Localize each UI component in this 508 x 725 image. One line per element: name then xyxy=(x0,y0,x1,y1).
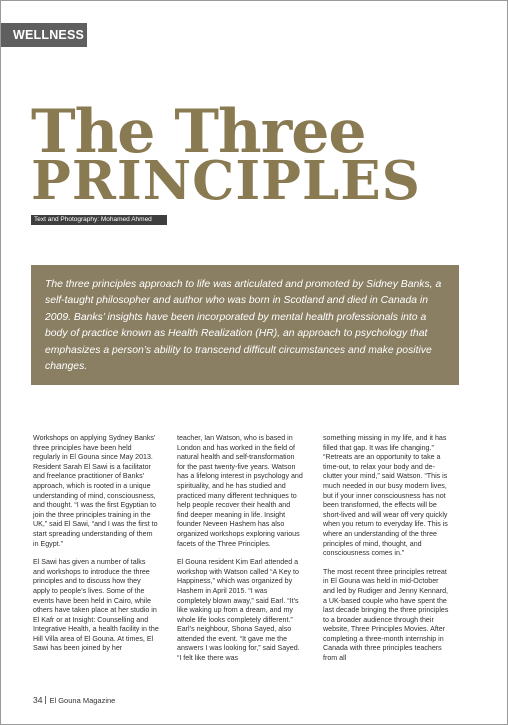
body-paragraph: Workshops on applying Sydney Banks’ three principles have been held regularly in El Gouna since May 2013. Resident Sarah El Sawi is a facilitator and freelance practitioner of Banks’ approach, which is rooted in a unique understanding of mind, consciousness, and thought. “I was the first Egyptian to join the three principles training in the UK,” said El Sawi, “and I was the first to start spreading understanding of them in Egypt.” xyxy=(33,434,158,548)
body-column-1 xyxy=(33,434,159,663)
body-paragraph: El Sawi has given a number of talks and workshops to introduce the three principles and to discuss how they apply to people’s lives. Some of the events have been held in Cairo, while others have taken place at her studio in El Kafr or at Insight: Counselling and Integrative Health, a health facility in the Hill Villa area of El Gouna. At times, El Sawi has been joined by her xyxy=(33,558,159,653)
body-paragraph: El Gouna resident Kim Earl attended a workshop with Watson called “A Key to Happiness,” which was organized by Hashem in April 2015. “I was completely blown away,” said Earl. “It’s like waking up from a dream, and my whole life looks completely different.” Earl’s neighbour, Shona Sayed, also attended the event. “It gave me the answers I was looking for,” said Sayed. “I felt like there was xyxy=(177,558,300,663)
author-credit: Text and Photography: Mohamed Ahmed xyxy=(31,215,167,225)
page-footer xyxy=(33,695,115,705)
body-column-2 xyxy=(177,434,303,673)
footer-divider xyxy=(45,696,46,704)
section-label: WELLNESS xyxy=(1,23,87,47)
body-paragraph: The most recent three principles retreat in El Gouna was held in mid-October and led by Rudiger and Jenny Kennard, a UK-based couple who have spent the last decade bringing the three principles to a broader audience through their website, Three Principles Movies. After completing a three-month internship in Canada with three principles teachers from all xyxy=(323,567,449,663)
intro-paragraph: The three principles approach to life was articulated and promoted by Sidney Banks, a self-taught philosopher and author who was born in Scotland and died in Canada in 2009. Banks’ insights have been incorporated by mental health professionals into a body of practice known as Health Realization (HR), an approach to psychology that emphasizes a person’s ability to transcend difficult circumstances and make positive changes. xyxy=(31,265,459,385)
body-paragraph: something missing in my life, and it has filled that gap. It was life changing.” “Retreats are an opportunity to take a time-out, to relax your body and de-clutter your mind,” said Watson. “This is much needed in our busy modern lives, but if your inner consciousness has not been transformed, the effects will be short-lived and will wear off very quickly when you return to everyday life. This is where an understanding of the three principles of mind, thought, and consciousness comes in.” xyxy=(323,434,448,558)
article-title-line-1: The Three xyxy=(31,97,366,167)
body-paragraph: teacher, Ian Watson, who is based in London and has worked in the field of natural health and self-transformation for the past twenty-five years. Watson has a lifelong interest in psychology and spirituality, and he has studied and practiced many different techniques to help people recover their health and find deeper meaning in life. Insight founder Neveen Hashem has also organized workshops exploring various facets of the Three Principles. xyxy=(177,434,303,548)
publication-name: El Gouna Magazine xyxy=(49,696,116,705)
article-title-line-2: PRINCIPLES xyxy=(31,150,421,212)
page-number: 34 xyxy=(33,695,43,705)
body-column-3 xyxy=(323,434,449,673)
